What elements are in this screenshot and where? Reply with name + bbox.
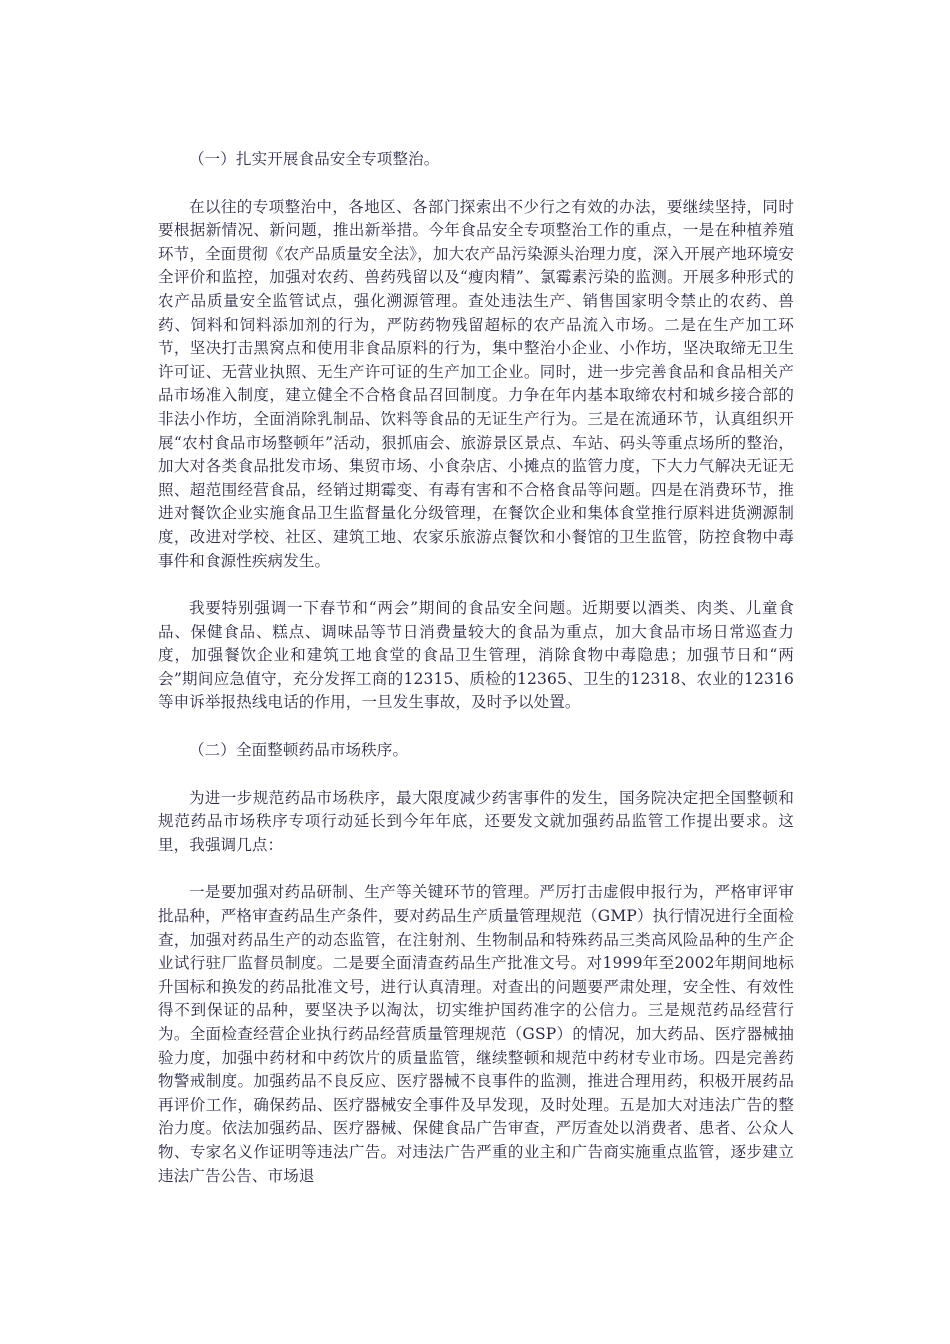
document-body bbox=[158, 148, 794, 1212]
paragraph-drug-market-points: 一是要加强对药品研制、生产等关键环节的管理。严厉打击虚假申报行为，严格审评审批品种，严格审查药品生产条件，要对药品生产质量管理规范（GMP）执行情况进行全面检查，加强对药品生产的动态监管，在注射剂、生物制品和特殊药品三类高风险品种的生产企业试行驻厂监督员制度。二是要全面清查药品生产批准文号。对1999年至2002年期间地标升国标和换发的药品批准文号，进行认真清理。对查出的问题要严肃处理，安全性、有效性得不到保证的品种，要坚决予以淘汰，切实维护国药准字的公信力。三是规范药品经营行为。全面检查经营企业执行药品经营质量管理规范（GSP）的情况，加大药品、医疗器械抽验力度，加强中药材和中药饮片的质量监管，继续整顿和规范中药材专业市场。四是完善药物警戒制度。加强药品不良反应、医疗器械不良事件的监测，推进合理用药，积极开展药品再评价工作，确保药品、医疗器械安全事件及早发现，及时处理。五是加大对违法广告的整治力度。依法加强药品、医疗器械、保健食品广告审查，严厉查处以消费者、患者、公众人物、专家名义作证明等违法广告。对违法广告严重的业主和广告商实施重点监管，逐步建立违法广告公告、市场退 bbox=[158, 883, 794, 1185]
section-heading-drug-market: （二）全面整顿药品市场秩序。 bbox=[189, 741, 409, 760]
paragraph-holiday-food-safety: 我要特别强调一下春节和“两会”期间的食品安全问题。近期要以酒类、肉类、儿童食品、保健食品、糕点、调味品等节日消费量较大的食品为重点，加大食品市场日常巡查力度，加强餐饮企业和建筑工地食堂的食品卫生管理，消除食物中毒隐患；加强节日和“两会”期间应急值守，充分发挥工商的12315、质检的12365、卫生的12318、农业的12316等申诉举报热线电话的作用，一旦发生事故，及时予以处置。 bbox=[158, 599, 794, 712]
paragraph-food-safety-priorities: 在以往的专项整治中，各地区、各部门探索出不少行之有效的办法，要继续坚持，同时要根据新情况、新问题，推出新举措。今年食品安全专项整治工作的重点，一是在种植养殖环节，全面贯彻《农产品质量安全法》，加大农产品污染源头治理力度，深入开展产地环境安全评价和监控，加强对农药、兽药残留以及“瘦肉精”、氯霉素污染的监测。开展多种形式的农产品质量安全监管试点，强化溯源管理。查处违法生产、销售国家明令禁止的农药、兽药、饲料和饲料添加剂的行为，严防药物残留超标的农产品流入市场。二是在生产加工环节，坚决打击黑窝点和使用非食品原料的行为，集中整治小企业、小作坊，坚决取缔无卫生许可证、无营业执照、无生产许可证的生产加工企业。同时，进一步完善食品和食品相关产品市场准入制度，建立健全不合格食品召回制度。力争在年内基本取缔农村和城乡接合部的非法小作坊，全面消除乳制品、饮料等食品的无证生产行为。三是在流通环节，认真组织开展“农村食品市场整顿年”活动，狠抓庙会、旅游景区景点、车站、码头等重点场所的整治，加大对各类食品批发市场、集贸市场、小食杂店、小摊点的监管力度，下大力气解决无证无照、超范围经营食品，经销过期霉变、有毒有害和不合格食品等问题。四是在消费环节，推进对餐饮企业实施食品卫生监督量化分级管理，在餐饮企业和集体食堂推行原料进货溯源制度，改进对学校、社区、建筑工地、农家乐旅游点餐饮和小餐馆的卫生监管，防控食物中毒事件和食源性疾病发生。 bbox=[158, 197, 794, 570]
section-heading-food-safety: （一）扎实开展食品安全专项整治。 bbox=[189, 150, 440, 168]
paragraph-drug-market-intro: 为进一步规范药品市场秩序，最大限度减少药害事件的发生，国务院决定把全国整顿和规范药品市场秩序专项行动延长到今年年底，还要发文就加强药品监管工作提出要求。这里，我强调几点： bbox=[158, 788, 794, 854]
